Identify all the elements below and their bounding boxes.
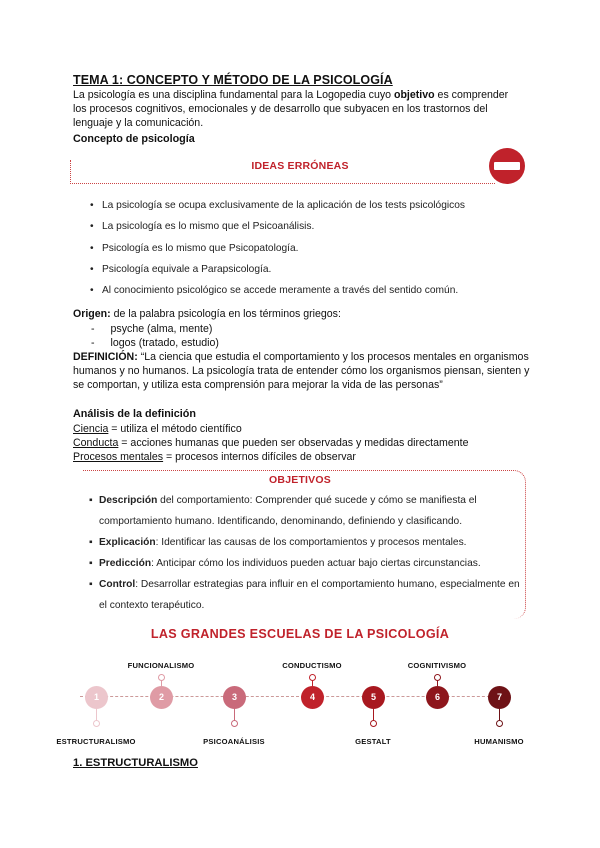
concepto-heading: Concepto de psicología	[73, 133, 195, 145]
definicion-paragraph: DEFINICIÓN: “La ciencia que estudia el comportamiento y los procesos mentales en organismos humanos y no humanos. La psicología trata de entender cómo los organismos piensan, sienten y se comportan, y utiliza esta comprensión para mejorar la vida de las personas”	[73, 351, 530, 392]
bullet-icon: •	[90, 263, 94, 275]
timeline-pin	[93, 720, 100, 727]
list-item: - psyche (alma, mente)	[91, 323, 213, 335]
timeline-label: GESTALT	[355, 737, 391, 746]
timeline-pin	[370, 720, 377, 727]
bullet-icon: ▪	[89, 558, 93, 569]
analisis-heading: Análisis de la definición	[73, 408, 196, 420]
list-item: • La psicología es lo mismo que el Psicoanálisis.	[90, 221, 315, 233]
timeline-node-6: 6	[426, 686, 449, 709]
list-item: • Psicología es lo mismo que Psicopatología.	[90, 242, 299, 254]
stop-icon-bar	[494, 162, 520, 170]
timeline-label: ESTRUCTURALISMO	[56, 737, 136, 746]
timeline-pin	[231, 720, 238, 727]
timeline-node-7: 7	[488, 686, 511, 709]
objetivos-list	[89, 490, 529, 616]
list-item: ▪ Control: Desarrollar estrategias para influir en el comportamiento humano, especialmente en el contexto terapéutico.	[89, 574, 529, 616]
timeline-pin	[496, 720, 503, 727]
bullet-icon: •	[90, 200, 94, 211]
list-item: Procesos mentales = procesos internos difíciles de observar	[73, 451, 356, 464]
bullet-icon: •	[90, 242, 94, 254]
intro-bold: objetivo	[393, 89, 435, 101]
ideas-divider	[70, 183, 495, 184]
list-item: ▪ Predicción: Anticipar cómo los individuos pueden actuar bajo ciertas circunstancias.	[89, 553, 529, 574]
ideas-heading: IDEAS ERRÓNEAS	[251, 160, 349, 172]
timeline-label: FUNCIONALISMO	[127, 661, 195, 670]
timeline-node-4: 4	[301, 686, 324, 709]
timeline-label: HUMANISMO	[474, 737, 524, 746]
timeline-label: CONDUCTISMO	[282, 661, 342, 670]
list-item: ▪ Explicación: Identificar las causas de los comportamientos y procesos mentales.	[89, 532, 529, 553]
definicion-label: DEFINICIÓN:	[73, 351, 138, 363]
list-item: ▪ Descripción del comportamiento: Comprender qué sucede y cómo se manifiesta el comportamiento humano. Identificando, denominando, definiendo y clasificando.	[89, 490, 529, 532]
bullet-icon: •	[90, 285, 94, 297]
origen-list	[91, 322, 219, 350]
timeline-label: COGNITIVISMO	[407, 661, 467, 670]
analisis-list	[73, 422, 468, 465]
bullet-icon: ▪	[89, 579, 93, 590]
intro-paragraph	[73, 88, 523, 131]
timeline-pin	[309, 674, 316, 681]
bullet-icon: •	[90, 221, 94, 233]
origen-label: Origen:	[73, 308, 111, 320]
timeline-label: PSICOANÁLISIS	[203, 737, 265, 746]
list-item: - logos (tratado, estudio)	[91, 337, 219, 350]
timeline-node-3: 3	[223, 686, 246, 709]
list-item: • Psicología equivale a Parapsicología.	[90, 263, 272, 275]
origen-paragraph: Origen: de la palabra psicología en los términos griegos:	[73, 308, 341, 320]
bullet-icon: ▪	[89, 495, 93, 506]
intro-text: La psicología es una disciplina fundamental para la Logopedia cuyo	[73, 89, 394, 101]
intro-text-end: es comprender los procesos cognitivos, emocionales y de desarrollo que subyacen en los trastornos del lenguaje y la comunicación.	[73, 89, 509, 130]
list-item: Ciencia = utiliza el método científico	[73, 423, 242, 435]
list-item: • Al conocimiento psicológico se accede meramente a través del sentido común.	[90, 285, 459, 297]
section-heading: 1. ESTRUCTURALISMO	[73, 757, 198, 769]
timeline-pin	[158, 674, 165, 681]
timeline-node-1: 1	[85, 686, 108, 709]
timeline-node-2: 2	[150, 686, 173, 709]
timeline-node-5: 5	[362, 686, 385, 709]
timeline-pin	[434, 674, 441, 681]
objetivos-heading: OBJETIVOS	[269, 474, 331, 486]
bullet-icon: ▪	[89, 537, 93, 548]
list-item: • La psicología se ocupa exclusivamente de la aplicación de los tests psicológicos	[90, 200, 465, 211]
page-title: TEMA 1: CONCEPTO Y MÉTODO DE LA PSICOLOGÍA	[73, 73, 393, 87]
schools-title: LAS GRANDES ESCUELAS DE LA PSICOLOGÍA	[150, 627, 450, 641]
ideas-list	[90, 200, 465, 306]
list-item: Conducta = acciones humanas que pueden ser observadas y medidas directamente	[73, 437, 469, 450]
